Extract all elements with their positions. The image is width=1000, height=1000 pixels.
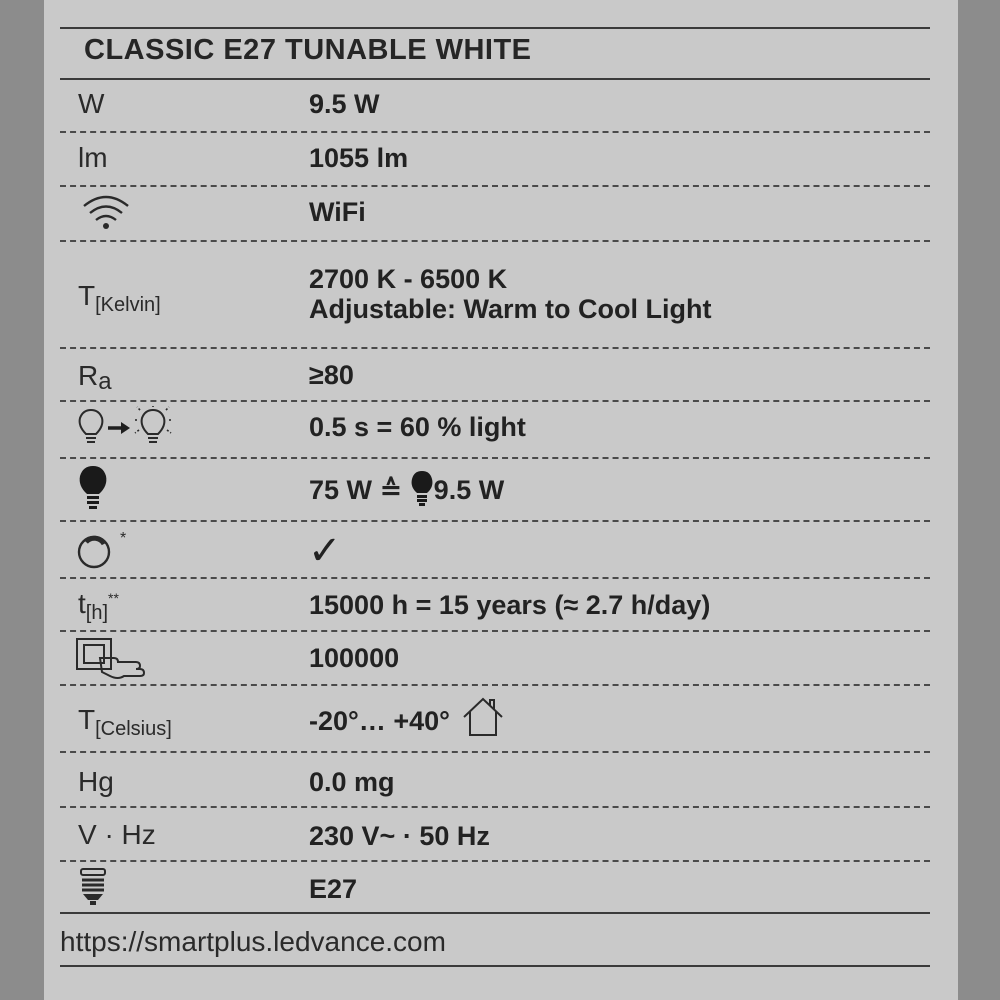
kelvin-label-sub: [Kelvin] — [95, 294, 161, 316]
row-divider — [60, 630, 930, 632]
power-label: W — [78, 88, 105, 119]
celsius-label-sub: [Celsius] — [95, 718, 172, 740]
house-icon — [461, 695, 505, 739]
celsius-range: -20°… +40° — [309, 706, 450, 736]
row-divider — [60, 400, 930, 402]
lifetime-label-main: t — [78, 588, 86, 619]
row-divider — [60, 131, 930, 133]
voltage-value: 230 V~ · 50 Hz — [309, 821, 490, 851]
row-divider — [60, 806, 930, 808]
cri-label — [78, 360, 112, 395]
celsius-label — [78, 704, 172, 740]
row-divider — [60, 577, 930, 579]
cri-value: ≥80 — [309, 360, 354, 390]
product-title: CLASSIC E27 TUNABLE WHITE — [84, 34, 532, 66]
lumen-label: lm — [78, 142, 108, 173]
celsius-label-main: T — [78, 704, 96, 735]
power-value: 9.5 W — [309, 89, 380, 119]
startup-value: 0.5 s = 60 % light — [309, 412, 526, 442]
voltage-label: V · Hz — [78, 819, 156, 850]
lamp-base-icon — [78, 866, 108, 908]
row-divider — [60, 185, 930, 187]
row-divider — [60, 684, 930, 686]
bulb-off-to-bulb-on-icon — [74, 406, 184, 452]
kelvin-label-main: T — [78, 280, 96, 311]
top-rule — [60, 27, 930, 29]
row-divider — [60, 860, 930, 862]
row-divider — [60, 912, 930, 914]
cri-label-sub: a — [98, 368, 112, 395]
dimmable-checkmark: ✓ — [308, 529, 342, 573]
row-divider — [60, 78, 930, 80]
equivalent-old-watt: 75 W ≙ — [309, 475, 403, 505]
row-divider — [60, 520, 930, 522]
led-bulb-icon — [410, 469, 434, 507]
lumen-value: 1055 lm — [309, 143, 409, 173]
kelvin-label — [78, 280, 161, 316]
wifi-value: WiFi — [309, 197, 366, 227]
dimmer-footnote-mark: * — [120, 530, 127, 547]
website-url: https://smartplus.ledvance.com — [60, 926, 446, 957]
kelvin-value-range: 2700 K - 6500 K — [309, 264, 508, 294]
lifetime-value: 15000 h = 15 years (≈ 2.7 h/day) — [309, 590, 711, 620]
wifi-icon — [80, 192, 132, 232]
lifetime-label-sub: [h] — [85, 602, 109, 624]
kelvin-value-description: Adjustable: Warm to Cool Light — [309, 294, 712, 324]
row-divider — [60, 457, 930, 459]
lifetime-label — [78, 588, 119, 624]
lifetime-label-sup: ** — [108, 590, 119, 606]
equivalent-value — [309, 475, 504, 507]
spec-sheet — [44, 0, 958, 1000]
mercury-value: 0.0 mg — [309, 767, 395, 797]
base-value: E27 — [309, 874, 358, 904]
cri-label-main: R — [78, 360, 99, 391]
dimmer-icon — [76, 530, 120, 572]
bottom-rule — [60, 965, 930, 967]
mercury-label: Hg — [78, 766, 114, 797]
row-divider — [60, 240, 930, 242]
equivalent-new-watt: 9.5 W — [433, 475, 505, 505]
switching-value: 100000 — [309, 643, 400, 673]
switch-hand-icon — [74, 636, 150, 682]
incandescent-bulb-icon — [78, 464, 108, 512]
row-divider — [60, 347, 930, 349]
row-divider — [60, 751, 930, 753]
celsius-value — [309, 706, 505, 739]
